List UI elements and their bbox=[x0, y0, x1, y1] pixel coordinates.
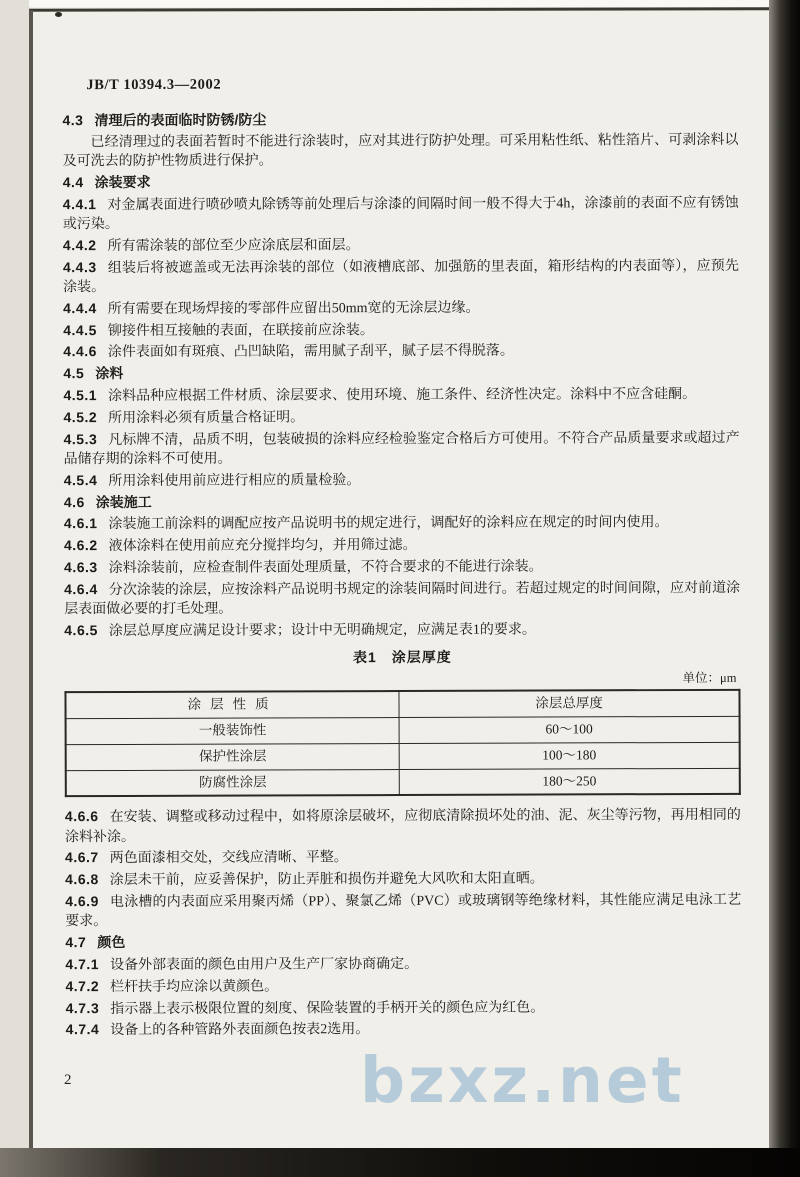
clause-number: 4.4.6 bbox=[63, 343, 97, 360]
clause-text: 所用涂料使用前应进行相应的质量检验。 bbox=[108, 472, 361, 489]
table-cell-thickness: 60～100 bbox=[399, 717, 739, 744]
clause-number: 4.6.4 bbox=[64, 580, 98, 598]
clause-text: 已经清理过的表面若暂时不能进行涂装时，应对其进行防护处理。可采用粘性纸、粘性箔片、可剥涂料以及可洗去的防护性物质进行保护。 bbox=[62, 132, 739, 170]
scan-speck bbox=[55, 12, 62, 17]
scan-edge-right bbox=[769, 0, 800, 1177]
table1-body bbox=[66, 717, 740, 797]
clause-paragraph bbox=[63, 384, 739, 407]
clause-number: 4.4.2 bbox=[62, 236, 97, 254]
clause-text: 涂层总厚度应满足设计要求；设计中无明确规定，应满足表1的要求。 bbox=[108, 622, 536, 640]
clause-text: 涂料品种应根据工件材质、涂层要求、使用环境、施工条件、经济性决定。涂料中不应含硅酮。 bbox=[108, 387, 697, 405]
clause-text: 电泳槽的内表面应采用聚丙烯（PP）、聚氯乙烯（PVC）或玻璃钢等绝缘材料，其性能应满足电泳工艺要求。 bbox=[65, 892, 742, 930]
clause-paragraph bbox=[64, 428, 740, 470]
table1-wrap bbox=[64, 647, 741, 797]
clause-paragraph bbox=[63, 234, 739, 257]
clause-paragraph bbox=[66, 996, 742, 1019]
clause-paragraph bbox=[63, 256, 739, 298]
clause-paragraph bbox=[64, 556, 740, 579]
table1-head bbox=[65, 690, 739, 719]
page-number: 2 bbox=[64, 1072, 72, 1088]
clause-number: 4.5.3 bbox=[63, 430, 98, 447]
content-top-blocks bbox=[62, 109, 740, 642]
clause-paragraph bbox=[64, 578, 740, 620]
clause-number: 4.6 bbox=[63, 493, 85, 510]
clause-text: 涂装要求 bbox=[94, 173, 151, 191]
clause-text: 栏杆扶手均应涂以黄颜色。 bbox=[110, 979, 279, 995]
clause-text: 所有需要在现场焊接的零部件应留出50mm宽的无涂层边缘。 bbox=[107, 300, 480, 317]
clause-paragraph bbox=[64, 534, 740, 557]
table-row bbox=[66, 768, 740, 796]
clause-number: 4.5 bbox=[63, 365, 85, 382]
clause-number: 4.6.2 bbox=[63, 537, 98, 554]
clause-paragraph bbox=[65, 975, 741, 998]
clause-text: 设备外部表面的颜色由用户及生产厂家协商确定。 bbox=[110, 956, 419, 973]
section-heading bbox=[63, 171, 739, 194]
clause-text: 清理后的表面临时防锈/防尘 bbox=[94, 111, 267, 129]
clause-number: 4.7.2 bbox=[65, 977, 100, 994]
section-heading bbox=[65, 931, 741, 954]
clause-number: 4.6.9 bbox=[65, 893, 99, 910]
clause-text: 所有需涂装的部位至少应涂底层和面层。 bbox=[107, 238, 360, 254]
clause-paragraph bbox=[64, 512, 740, 535]
clause-text: 颜色 bbox=[97, 934, 126, 951]
clause-number: 4.6.3 bbox=[64, 559, 98, 576]
clause-text: 设备上的各种管路外表面颜色按表2选用。 bbox=[110, 1022, 370, 1039]
clause-paragraph bbox=[63, 318, 739, 341]
clause-text: 涂装施工前涂料的调配应按产品说明书的规定进行，调配好的涂料应在规定的时间内使用。 bbox=[108, 515, 669, 533]
clause-number: 4.7 bbox=[65, 934, 87, 951]
document-content bbox=[62, 73, 741, 1043]
clause-paragraph bbox=[63, 131, 739, 172]
clause-number: 4.4.3 bbox=[62, 258, 97, 275]
watermark-text: bzxz.net bbox=[360, 1044, 685, 1117]
clause-text: 组装后将被遮盖或无法再涂装的部位（如液槽底部、加强筋的里表面，箱形结构的内表面等），应预先涂装。 bbox=[63, 258, 740, 296]
clause-text: 指示器上表示极限位置的刻度、保险装置的手柄开关的颜色应为红色。 bbox=[110, 1000, 545, 1017]
table1-col-header-thickness: 涂层总厚度 bbox=[399, 690, 739, 718]
clause-number: 4.6.7 bbox=[65, 849, 99, 866]
table-cell-property: 保护性涂层 bbox=[66, 744, 400, 771]
clause-paragraph bbox=[66, 1018, 742, 1041]
clause-number: 4.6.1 bbox=[63, 515, 98, 532]
clause-number: 4.4.5 bbox=[63, 321, 97, 338]
clause-number: 4.6.6 bbox=[64, 808, 99, 825]
clause-text: 涂装施工 bbox=[95, 493, 152, 510]
scan-edge-top-line bbox=[14, 7, 770, 12]
clause-number: 4.5.2 bbox=[63, 408, 98, 426]
clause-text: 涂料 bbox=[95, 365, 124, 382]
clause-number: 4.7.4 bbox=[65, 1021, 100, 1038]
clause-text: 两色面漆相交处，交线应清晰、平整。 bbox=[109, 850, 348, 867]
table-cell-thickness: 100～180 bbox=[399, 742, 739, 769]
table1-caption: 表1 涂层厚度 bbox=[352, 649, 452, 666]
clause-text: 涂层未干前，应妥善保护，防止弄脏和损伤并避免大风吹和太阳直晒。 bbox=[109, 871, 544, 889]
clause-text: 所用涂料必须有质量合格证明。 bbox=[108, 410, 305, 426]
clause-number: 4.4.1 bbox=[62, 195, 97, 212]
coating-thickness-table bbox=[64, 689, 740, 798]
clause-number: 4.3 bbox=[62, 112, 84, 129]
scan-edge-top bbox=[0, 0, 800, 7]
scan-edge-bottom bbox=[0, 1148, 800, 1177]
clause-text: 对金属表面进行喷砂喷丸除锈等前处理后与涂漆的间隔时间一般不得大于4h，涂漆前的表面不应有锈蚀或污染。 bbox=[62, 195, 739, 233]
standard-number: JB/T 10394.3—2002 bbox=[86, 76, 222, 94]
clause-number: 4.6.8 bbox=[65, 871, 99, 888]
clause-number: 4.4.4 bbox=[63, 299, 97, 316]
clause-number: 4.5.4 bbox=[63, 471, 98, 488]
clause-number: 4.7.1 bbox=[65, 955, 100, 973]
clause-paragraph bbox=[65, 846, 741, 869]
table-header-row bbox=[65, 690, 739, 719]
clause-paragraph bbox=[65, 953, 741, 976]
table-cell-thickness: 180～250 bbox=[399, 768, 739, 795]
clause-text: 涂料涂装前，应检查制件表面处理质量，不符合要求的不能进行涂装。 bbox=[108, 559, 543, 577]
clause-paragraph bbox=[64, 469, 740, 492]
clause-text: 分次涂装的涂层，应按涂料产品说明书规定的涂装间隔时间进行。若超过规定的时间间隙，应对前道涂层表面做必要的打毛处理。 bbox=[64, 580, 741, 618]
clause-paragraph bbox=[65, 805, 741, 847]
clause-paragraph bbox=[63, 297, 739, 320]
section-heading bbox=[64, 490, 740, 513]
clause-paragraph bbox=[63, 340, 739, 363]
clause-paragraph bbox=[63, 193, 739, 235]
clause-text: 涂件表面如有斑痕、凸凹缺陷，需用腻子刮平，腻子层不得脱落。 bbox=[107, 344, 514, 361]
table1-col-header-property: 涂层性质 bbox=[65, 691, 399, 719]
clause-paragraph bbox=[63, 406, 739, 429]
section-heading bbox=[62, 109, 738, 132]
section-heading bbox=[63, 362, 739, 385]
clause-text: 液体涂料在使用前应充分搅拌均匀，并用筛过滤。 bbox=[108, 538, 417, 555]
clause-paragraph bbox=[65, 890, 741, 932]
clause-text: 在安装、调整或移动过程中，如将原涂层破坏，应彻底清除损坏处的油、泥、灰尘等污物，再用相同的涂料补涂。 bbox=[64, 808, 741, 845]
content-bottom-blocks bbox=[65, 805, 742, 1041]
table-row bbox=[66, 742, 740, 770]
clause-number: 4.4 bbox=[62, 174, 84, 191]
scan-edge-left-line bbox=[29, 10, 33, 1153]
table-row bbox=[66, 717, 740, 745]
clause-paragraph bbox=[65, 868, 741, 891]
table1-unit-label: 单位：μm bbox=[682, 670, 737, 685]
table-cell-property: 防腐性涂层 bbox=[66, 769, 400, 796]
clause-paragraph bbox=[64, 619, 740, 642]
clause-number: 4.6.5 bbox=[64, 622, 98, 639]
clause-number: 4.5.1 bbox=[63, 387, 98, 404]
table-cell-property: 一般装饰性 bbox=[66, 718, 400, 745]
clause-number: 4.7.3 bbox=[65, 999, 100, 1016]
clause-text: 铆接件相互接触的表面，在联接前应涂装。 bbox=[107, 322, 374, 339]
scan-edge-left bbox=[0, 0, 29, 1177]
clause-text: 凡标牌不清，品质不明，包装破损的涂料应经检验鉴定合格后方可使用。不符合产品质量要求或超过产品储存期的涂料不可使用。 bbox=[63, 430, 740, 468]
